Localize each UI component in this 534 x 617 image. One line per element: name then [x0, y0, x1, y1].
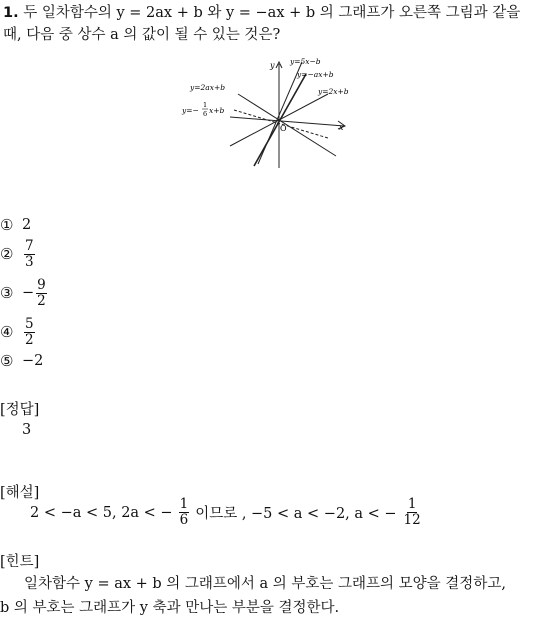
choice-4-fraction: [24, 317, 35, 348]
explanation-fraction-2: [403, 497, 422, 528]
choice-5-value: −2: [22, 353, 44, 369]
choice-2-fraction: [24, 239, 35, 270]
choice-1-marker: ①: [0, 216, 14, 234]
label-frac-den: 6: [203, 110, 208, 118]
label-frac-left: y=−: [182, 106, 199, 115]
y-axis-label: y: [270, 61, 275, 70]
line-2ax: [238, 94, 336, 156]
explanation-fraction-2-num: 1: [407, 496, 417, 512]
label-2ax: y=2ax+b: [190, 83, 226, 92]
question-number: 1.: [3, 5, 19, 21]
choice-1[interactable]: [0, 212, 31, 238]
explanation-label: [해설]: [0, 485, 40, 501]
label-5x: y=5x−b: [290, 57, 321, 66]
choice-4-denominator: 2: [25, 331, 34, 348]
choice-2-marker: ②: [0, 245, 14, 263]
choice-5[interactable]: [0, 348, 43, 374]
choice-5-marker: ⑤: [0, 352, 14, 370]
label-neg-ax: y=−ax+b: [297, 70, 334, 79]
choice-3-sign: −: [22, 285, 35, 301]
answer-label: [정답]: [0, 402, 40, 418]
choice-4-marker: ④: [0, 323, 14, 341]
choice-3[interactable]: [0, 275, 49, 311]
choice-3-fraction: [36, 278, 47, 309]
graph-figure: [178, 56, 358, 174]
explanation-body: [30, 497, 424, 528]
question-text-1: 두 일차함수의 y = 2ax + b 와 y = −ax + b 의 그래프가 오른쪽 그림과 같을: [23, 5, 521, 21]
choice-3-numerator: 9: [37, 276, 46, 293]
hint-line-1: 일차함수 y = ax + b 의 그래프에서 a 의 부호는 그래프의 모양을 결정하고,: [24, 576, 506, 592]
label-frac-right: x+b: [209, 106, 225, 115]
explanation-fraction-1-den: 6: [179, 512, 189, 528]
choice-2[interactable]: [0, 236, 37, 272]
x-axis-label: x: [339, 123, 344, 132]
question-line-2: 때, 다음 중 상수 a 의 값이 될 수 있는 것은?: [3, 27, 281, 43]
origin-label: O: [280, 124, 287, 133]
explanation-fraction-1-num: 1: [179, 496, 189, 512]
choice-1-value: 2: [22, 217, 32, 233]
hint-line-2: b 의 부호는 그래프가 y 축과 만나는 부분을 결정한다.: [0, 600, 340, 616]
choice-2-denominator: 3: [25, 253, 34, 270]
choice-3-marker: ③: [0, 284, 14, 302]
answer-value: 3: [22, 422, 32, 438]
choice-2-numerator: 7: [25, 237, 34, 254]
explanation-fraction-1: [179, 497, 190, 528]
choice-4-numerator: 5: [25, 315, 34, 332]
label-frac-num: 1: [203, 101, 208, 109]
explanation-part-2: 이므로 , −5 < a < −2, a < −: [195, 506, 397, 522]
graph-svg: [178, 56, 358, 174]
choice-4[interactable]: [0, 314, 37, 350]
explanation-part-1: 2 < −a < 5, 2a < −: [30, 504, 173, 521]
label-2x: y=2x+b: [318, 87, 349, 96]
explanation-fraction-2-den: 12: [403, 512, 421, 528]
hint-label: [힌트]: [0, 554, 40, 570]
question-line-1: [3, 4, 520, 22]
choice-3-denominator: 2: [37, 292, 46, 309]
